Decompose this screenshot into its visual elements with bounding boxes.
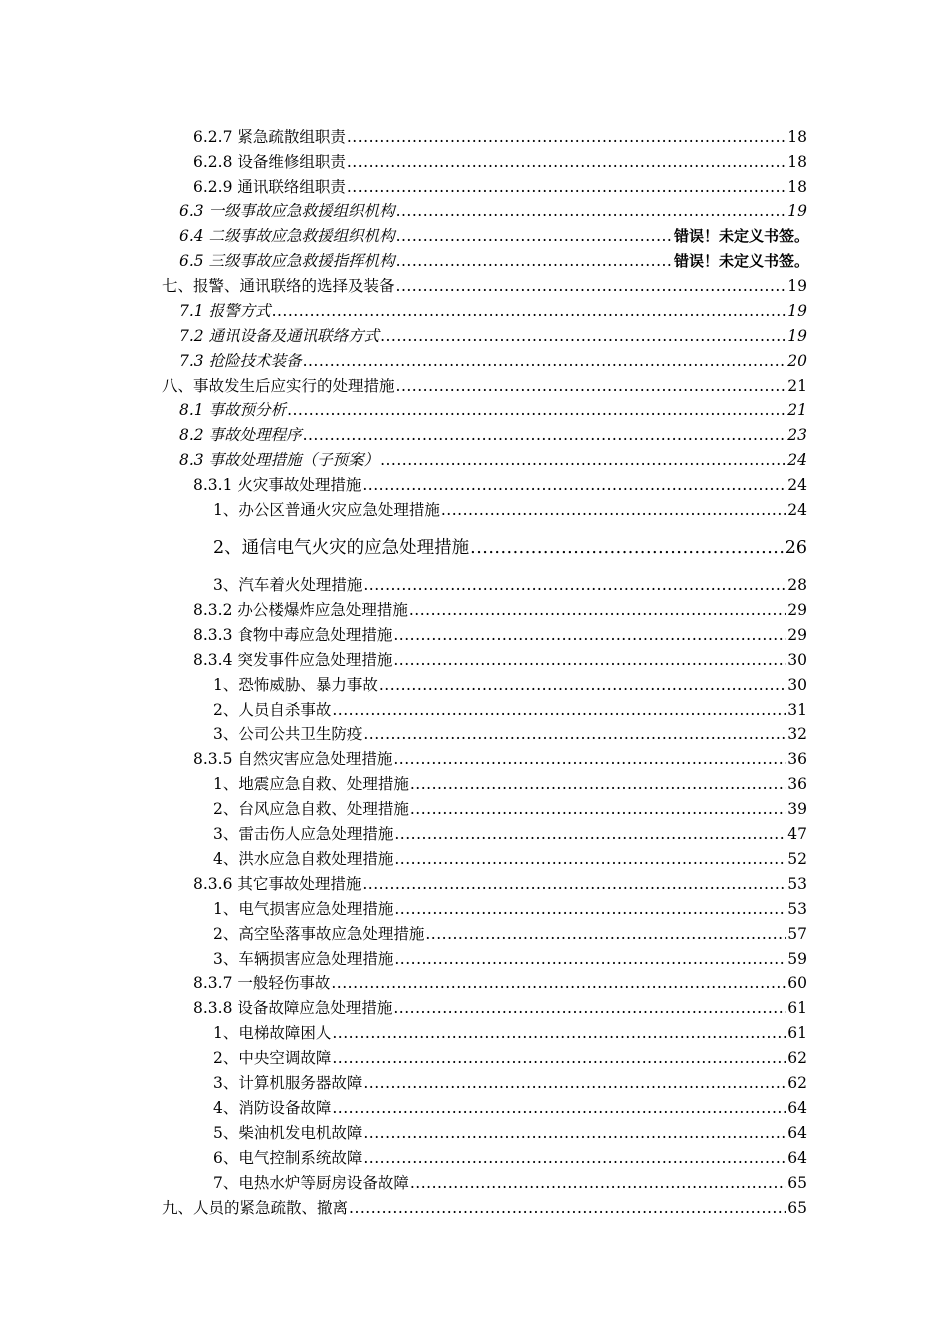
toc-entry-page: 18 xyxy=(787,153,807,171)
toc-entry-page: 53 xyxy=(787,875,807,893)
toc-entry-title: 2、人员自杀事故 xyxy=(213,701,332,719)
toc-entry[interactable] xyxy=(193,125,807,149)
toc-entry-page: 24 xyxy=(787,476,807,494)
toc-entry[interactable] xyxy=(193,623,807,647)
toc-entry-page: 36 xyxy=(787,775,807,793)
toc-entry-page: 60 xyxy=(787,974,807,992)
toc-dot-leader xyxy=(363,1121,786,1145)
toc-entry-title: 8.3 事故处理措施（子预案） xyxy=(179,451,380,469)
toc-dot-leader xyxy=(394,847,786,871)
toc-entry[interactable] xyxy=(213,698,807,722)
toc-dot-leader xyxy=(349,1196,786,1220)
toc-entry-title: 6.4 二级事故应急救援组织机构 xyxy=(179,227,395,245)
toc-entry-page: 39 xyxy=(787,800,807,818)
toc-entry-page: 26 xyxy=(784,538,807,558)
toc-entry-page: 59 xyxy=(787,950,807,968)
toc-dot-leader xyxy=(363,722,786,746)
toc-entry-page: 64 xyxy=(787,1149,807,1167)
toc-dot-leader xyxy=(332,698,786,722)
toc-entry[interactable] xyxy=(179,324,807,348)
toc-entry[interactable] xyxy=(213,922,807,946)
toc-entry-page: 52 xyxy=(787,850,807,868)
toc-entry[interactable] xyxy=(179,423,807,447)
toc-dot-leader xyxy=(410,797,786,821)
toc-entry-title: 5、柴油机发电机故障 xyxy=(213,1124,363,1142)
toc-entry-page: 19 xyxy=(787,202,807,220)
toc-entry-page: 19 xyxy=(787,302,807,320)
toc-entry[interactable] xyxy=(213,1171,807,1195)
toc-entry-title: 8.3.2 办公楼爆炸应急处理措施 xyxy=(193,601,408,619)
toc-entry-title: 3、公司公共卫生防疫 xyxy=(213,725,363,743)
toc-entry-page: 31 xyxy=(787,701,807,719)
toc-dot-leader xyxy=(396,249,673,273)
toc-entry-page-error: 错误！未定义书签。 xyxy=(673,252,809,270)
toc-dot-leader xyxy=(332,1021,786,1045)
toc-entry-title: 1、电气损害应急处理措施 xyxy=(213,900,394,918)
toc-entry-page: 21 xyxy=(787,401,807,419)
toc-dot-leader xyxy=(287,398,786,422)
toc-entry[interactable] xyxy=(193,648,807,672)
toc-entry-page: 61 xyxy=(787,999,807,1017)
toc-entry-title: 1、恐怖威胁、暴力事故 xyxy=(213,676,378,694)
toc-entry[interactable] xyxy=(179,224,809,248)
toc-entry[interactable] xyxy=(213,797,807,821)
toc-entry-title: 6.3 一级事故应急救援组织机构 xyxy=(179,202,395,220)
toc-entry-title: 7.2 通讯设备及通讯联络方式 xyxy=(179,327,380,345)
toc-entry-page-error: 错误！未定义书签。 xyxy=(673,227,809,245)
toc-dot-leader xyxy=(380,448,786,472)
toc-entry-title: 6.5 三级事故应急救援指挥机构 xyxy=(179,252,395,270)
toc-entry[interactable] xyxy=(213,1121,807,1145)
toc-entry[interactable] xyxy=(213,847,807,871)
toc-entry-title: 6.2.8 设备维修组职责 xyxy=(193,153,346,171)
toc-dot-leader xyxy=(347,175,786,199)
toc-entry[interactable] xyxy=(179,349,807,373)
toc-entry[interactable] xyxy=(213,1071,807,1095)
toc-dot-leader xyxy=(347,125,786,149)
toc-entry[interactable] xyxy=(193,872,807,896)
toc-entry-title: 8.3.6 其它事故处理措施 xyxy=(193,875,362,893)
toc-entry[interactable] xyxy=(193,598,807,622)
toc-dot-leader xyxy=(362,473,786,497)
toc-entry-page: 28 xyxy=(787,576,807,594)
toc-entry-title: 7、电热水炉等厨房设备故障 xyxy=(213,1174,409,1192)
toc-dot-leader xyxy=(396,374,787,398)
toc-entry-page: 29 xyxy=(787,626,807,644)
toc-entry-title: 2、中央空调故障 xyxy=(213,1049,332,1067)
toc-dot-leader xyxy=(332,1096,786,1120)
toc-entry-title: 3、车辆损害应急处理措施 xyxy=(213,950,394,968)
toc-dot-leader xyxy=(396,224,673,248)
toc-entry-page: 30 xyxy=(787,676,807,694)
toc-entry-page: 24 xyxy=(787,501,807,519)
toc-entry[interactable] xyxy=(179,299,807,323)
toc-entry-page: 18 xyxy=(787,128,807,146)
toc-dot-leader xyxy=(409,598,786,622)
toc-entry-title: 1、办公区普通火灾应急处理措施 xyxy=(213,501,440,519)
toc-entry[interactable] xyxy=(179,398,807,422)
toc-dot-leader xyxy=(410,1171,786,1195)
toc-entry-title: 6.2.9 通讯联络组职责 xyxy=(193,178,346,196)
toc-dot-leader xyxy=(303,423,787,447)
toc-entry[interactable] xyxy=(213,1146,807,1170)
toc-entry[interactable] xyxy=(162,274,807,298)
toc-entry[interactable] xyxy=(213,573,807,597)
toc-entry-title: 8.3.5 自然灾害应急处理措施 xyxy=(193,750,393,768)
toc-entry[interactable] xyxy=(213,897,807,921)
toc-entry-title: 2、台风应急自救、处理措施 xyxy=(213,800,409,818)
toc-dot-leader xyxy=(441,498,786,522)
toc-entry[interactable] xyxy=(213,535,807,561)
toc-entry-title: 2、通信电气火灾的应急处理措施 xyxy=(213,538,470,558)
toc-entry-title: 7.1 报警方式 xyxy=(179,302,271,320)
toc-dot-leader xyxy=(470,535,784,561)
toc-entry-title: 8.3.7 一般轻伤事故 xyxy=(193,974,331,992)
toc-dot-leader xyxy=(396,274,787,298)
toc-dot-leader xyxy=(425,922,786,946)
toc-entry-page: 64 xyxy=(787,1124,807,1142)
toc-entry-page: 61 xyxy=(787,1024,807,1042)
toc-entry[interactable] xyxy=(162,1196,807,1220)
toc-entry-title: 1、地震应急自救、处理措施 xyxy=(213,775,409,793)
toc-entry-page: 18 xyxy=(787,178,807,196)
toc-entry[interactable] xyxy=(213,498,807,522)
toc-entry[interactable] xyxy=(179,249,809,273)
toc-entry-title: 8.3.4 突发事件应急处理措施 xyxy=(193,651,393,669)
toc-entry[interactable] xyxy=(213,1046,807,1070)
toc-dot-leader xyxy=(363,1071,786,1095)
toc-entry[interactable] xyxy=(193,971,807,995)
toc-entry-title: 4、洪水应急自救处理措施 xyxy=(213,850,394,868)
toc-dot-leader xyxy=(272,299,787,323)
toc-entry-title: 1、电梯故障困人 xyxy=(213,1024,332,1042)
toc-entry[interactable] xyxy=(213,947,807,971)
toc-entry-page: 47 xyxy=(787,825,807,843)
toc-dot-leader xyxy=(362,872,786,896)
toc-entry-page: 53 xyxy=(787,900,807,918)
toc-dot-leader xyxy=(394,822,786,846)
toc-dot-leader xyxy=(394,947,786,971)
toc-entry[interactable] xyxy=(213,1096,807,1120)
toc-entry-title: 七、报警、通讯联络的选择及装备 xyxy=(162,277,395,295)
toc-entry[interactable] xyxy=(193,150,807,174)
toc-entry-title: 4、消防设备故障 xyxy=(213,1099,332,1117)
toc-entry-page: 30 xyxy=(787,651,807,669)
toc-dot-leader xyxy=(393,648,786,672)
toc-entry-page: 65 xyxy=(787,1174,807,1192)
toc-entry-title: 6、电气控制系统故障 xyxy=(213,1149,363,1167)
toc-entry-page: 24 xyxy=(787,451,807,469)
toc-dot-leader xyxy=(331,971,786,995)
toc-entry[interactable] xyxy=(213,822,807,846)
toc-entry-title: 8.3.1 火灾事故处理措施 xyxy=(193,476,362,494)
toc-entry-page: 62 xyxy=(787,1049,807,1067)
toc-entry-page: 32 xyxy=(787,725,807,743)
toc-dot-leader xyxy=(393,996,786,1020)
toc-entry[interactable] xyxy=(213,1021,807,1045)
toc-entry-title: 6.2.7 紧急疏散组职责 xyxy=(193,128,346,146)
toc-dot-leader xyxy=(393,747,786,771)
toc-dot-leader xyxy=(380,324,786,348)
toc-entry[interactable] xyxy=(213,722,807,746)
toc-dot-leader xyxy=(303,349,787,373)
toc-entry[interactable] xyxy=(193,473,807,497)
toc-entry-page: 57 xyxy=(787,925,807,943)
toc-entry-page: 62 xyxy=(787,1074,807,1092)
toc-entry[interactable] xyxy=(179,448,807,472)
toc-entry-page: 19 xyxy=(787,327,807,345)
toc-dot-leader xyxy=(410,772,786,796)
toc-entry-title: 8.3.8 设备故障应急处理措施 xyxy=(193,999,393,1017)
toc-entry-title: 7.3 抢险技术装备 xyxy=(179,352,302,370)
toc-entry[interactable] xyxy=(193,175,807,199)
toc-entry-title: 8.3.3 食物中毒应急处理措施 xyxy=(193,626,393,644)
toc-dot-leader xyxy=(363,573,786,597)
toc-entry-title: 3、汽车着火处理措施 xyxy=(213,576,363,594)
toc-entry[interactable] xyxy=(179,199,807,223)
toc-entry-page: 29 xyxy=(787,601,807,619)
toc-dot-leader xyxy=(363,1146,786,1170)
toc-entry-page: 36 xyxy=(787,750,807,768)
toc-entry-title: 九、人员的紧急疏散、撤离 xyxy=(162,1199,349,1217)
toc-entry[interactable] xyxy=(193,996,807,1020)
toc-entry-page: 19 xyxy=(787,277,807,295)
toc-entry-page: 21 xyxy=(787,377,807,395)
toc-entry-title: 八、事故发生后应实行的处理措施 xyxy=(162,377,395,395)
toc-dot-leader xyxy=(393,623,786,647)
toc-entry-title: 3、计算机服务器故障 xyxy=(213,1074,363,1092)
toc-entry-title: 3、雷击伤人应急处理措施 xyxy=(213,825,394,843)
toc-entry[interactable] xyxy=(213,772,807,796)
toc-dot-leader xyxy=(379,673,786,697)
toc-dot-leader xyxy=(332,1046,786,1070)
toc-entry-title: 8.1 事故预分析 xyxy=(179,401,287,419)
toc-entry-page: 20 xyxy=(787,352,807,370)
toc-entry[interactable] xyxy=(213,673,807,697)
toc-dot-leader xyxy=(347,150,786,174)
toc-dot-leader xyxy=(396,199,787,223)
toc-entry-title: 2、高空坠落事故应急处理措施 xyxy=(213,925,425,943)
toc-entry-page: 65 xyxy=(787,1199,807,1217)
toc-entry[interactable] xyxy=(162,374,807,398)
toc-entry-title: 8.2 事故处理程序 xyxy=(179,426,302,444)
toc-entry-page: 64 xyxy=(787,1099,807,1117)
toc-entry-page: 23 xyxy=(787,426,807,444)
toc-entry[interactable] xyxy=(193,747,807,771)
toc-dot-leader xyxy=(394,897,786,921)
